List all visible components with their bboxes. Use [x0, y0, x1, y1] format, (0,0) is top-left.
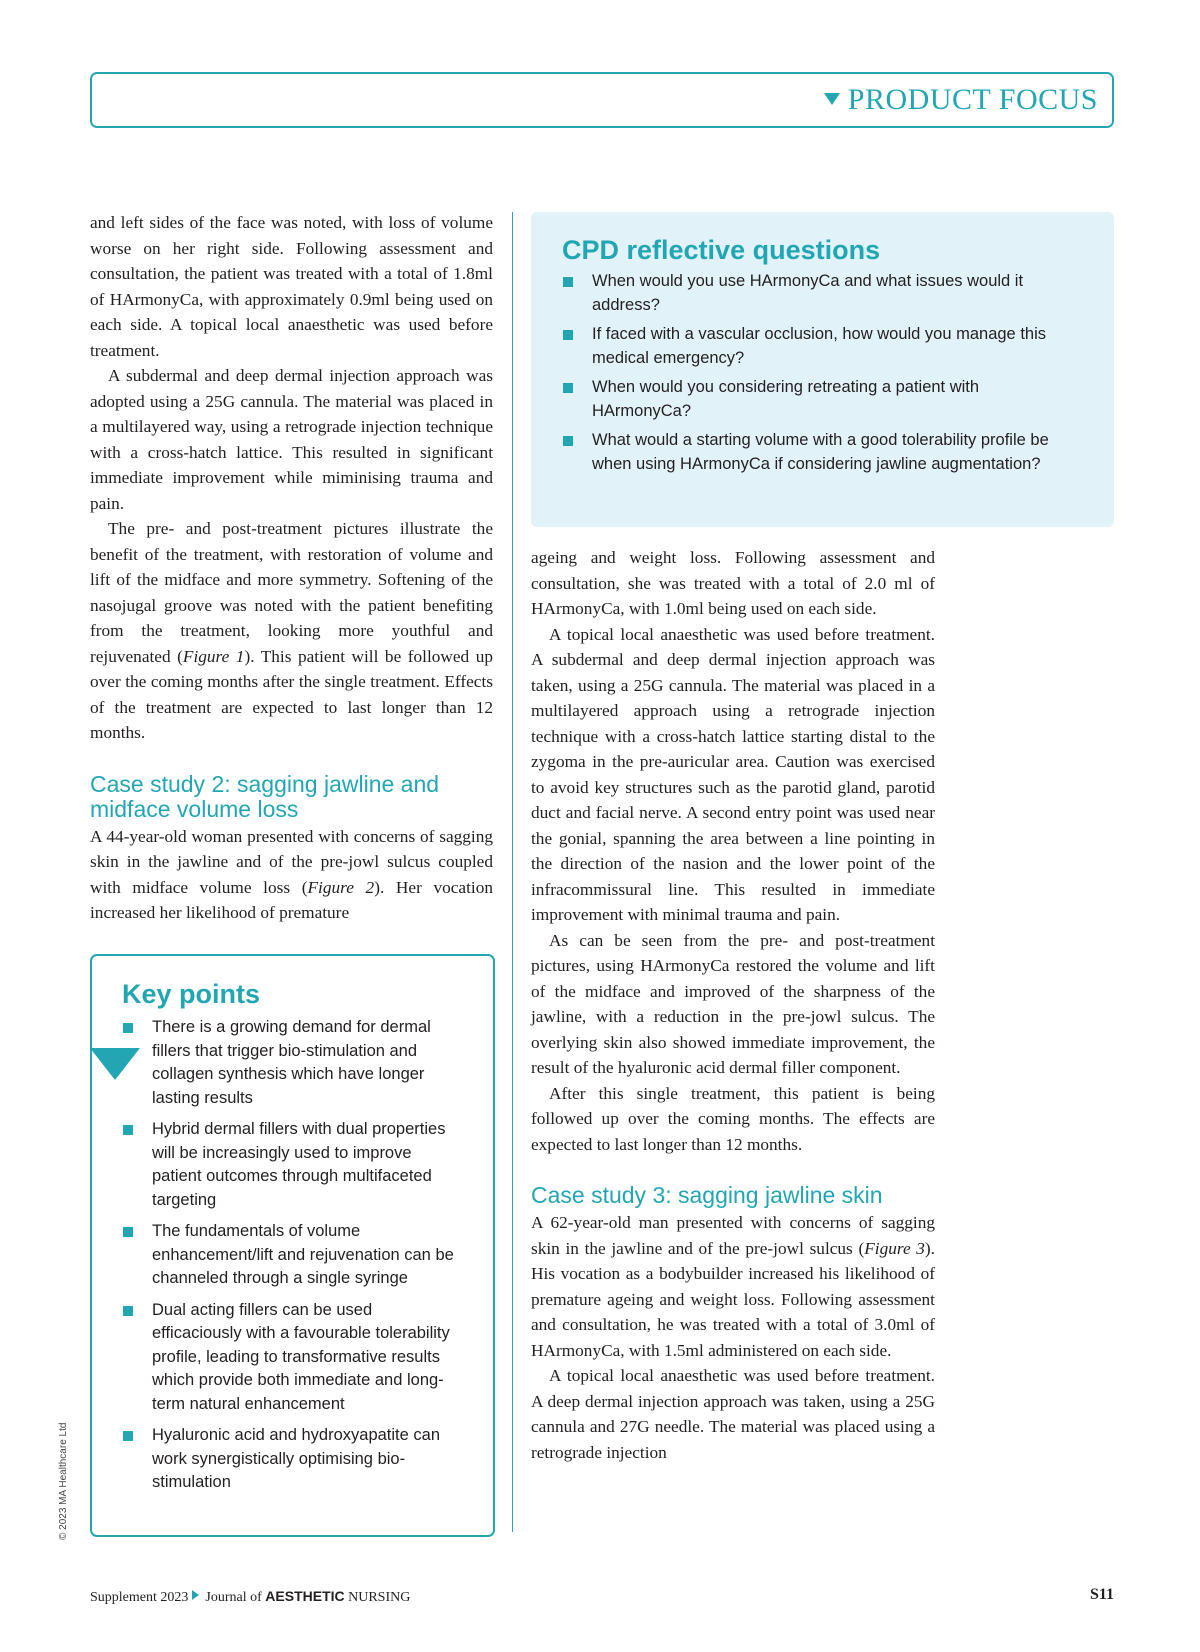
list-item-text: There is a growing demand for dermal fillers that trigger bio-stimulation and collagen synthesis which have longer lasting results [152, 1018, 431, 1107]
square-bullet-icon [563, 330, 573, 340]
square-bullet-icon [123, 1306, 133, 1316]
text-span: ). This patient will be followed up over the coming months after the single treatment. Effects of the treatment are expected to last longer than 12 months. [90, 646, 493, 742]
copyright-notice: © 2023 MA Healthcare Ltd [58, 1422, 69, 1540]
column-divider [512, 212, 513, 1532]
list-item-text: Dual acting fillers can be used efficaciously with a favourable tolerability profile, leading to transformative results which provide both immediate and long-term natural enhancement [152, 1300, 450, 1413]
list-item-text: Hybrid dermal fillers with dual properties will be increasingly used to improve patient outcomes through multifaceted targeting [152, 1120, 446, 1209]
footer-journal-nursing: NURSING [348, 1590, 411, 1605]
square-bullet-icon [123, 1023, 133, 1033]
left-column [90, 210, 493, 926]
key-points-box [90, 954, 495, 1537]
key-points-list [122, 1016, 463, 1495]
text-span: A 44-year-old woman presented with concerns of sagging skin in the jawline and of the pre-jowl sulcus coupled with midface volume loss ( [90, 826, 493, 897]
figure-reference: Figure 2 [307, 877, 375, 897]
list-item [122, 1118, 463, 1212]
figure-reference: Figure 3 [864, 1238, 925, 1258]
case-study-3-paragraph-2: A topical local anaesthetic was used before treatment. A deep dermal injection approach was taken, using a 25G cannula and 27G needle. The material was placed using a retrograde injection [531, 1366, 935, 1462]
case-study-2-paragraph [90, 824, 493, 926]
triangle-down-icon [824, 93, 840, 105]
text-span: A 62-year-old man presented with concerns of sagging skin in the jawline and of the pre-jowl sulcus ( [531, 1213, 935, 1258]
section-title [824, 83, 1098, 117]
list-item-text: If faced with a vascular occlusion, how would you manage this medical emergency? [592, 325, 1046, 367]
square-bullet-icon [563, 383, 573, 393]
footer [90, 1588, 410, 1606]
page-number: S11 [1089, 1586, 1114, 1603]
right-paragraph-2: A topical local anaesthetic was used before treatment. A subdermal and deep dermal injection approach was taken, using a 25G cannula. The material was placed in a multilayered approach using a retrograde injection technique with a cross-hatch lattice starting distal to the zygoma in the pre-auricular area. Caution was exercised to avoid key structures such as the parotid gland, parotid duct and facial nerve. A second entry point was used near the gonial, spanning the area between a line pointing in the direction of the nasion and the lower point of the infracommissural line. This resulted in immediate improvement with minimal trauma and pain. [531, 624, 935, 924]
square-bullet-icon [563, 277, 573, 287]
list-item [562, 270, 1074, 317]
square-bullet-icon [123, 1125, 133, 1135]
left-paragraph-1: and left sides of the face was noted, with loss of volume worse on her right side. Following assessment and consultation, the patient was treated with a total of 1.8ml of HArmonyCa, with approximately 0.9ml being used on each side. A topical local anaesthetic was used before treatment. [90, 213, 493, 360]
triangle-right-icon [192, 1590, 199, 1600]
text-span: ). Her vocation increased her likelihood of premature [90, 877, 493, 922]
header-box [90, 72, 1114, 128]
square-bullet-icon [563, 436, 573, 446]
text-span: ). His vocation as a bodybuilder increased his likelihood of premature ageing and weight loss. Following assessment and consultation, he was treated with a total of 3.0ml of HArmonyCa, with 1.5ml administered on each side. [531, 1238, 935, 1360]
list-item [122, 1220, 463, 1291]
right-paragraph-4: After this single treatment, this patient is being followed up over the coming months. The effects are expected to last longer than 12 months. [531, 1083, 935, 1154]
right-paragraph-3: As can be seen from the pre- and post-treatment pictures, using HArmonyCa restored the volume and lift of the midface and improved of the sharpness of the jawline, with a reduction in the pre-jowl sulcus. The overlying skin also showed immediate improvement, the result of the hyaluronic acid dermal filler component. [531, 930, 935, 1077]
list-item [122, 1424, 463, 1495]
list-item-text: When would you considering retreating a patient with HArmonyCa? [592, 378, 980, 420]
cpd-box-title: CPD reflective questions [562, 235, 881, 265]
footer-journal-of: Journal of [205, 1590, 262, 1605]
key-points-title: Key points [122, 979, 261, 1009]
list-item [562, 429, 1074, 476]
figure-reference: Figure 1 [182, 646, 245, 666]
section-title-text: PRODUCT FOCUS [847, 83, 1098, 116]
text-span: The pre- and post-treatment pictures illustrate the benefit of the treatment, with restoration of volume and lift of the midface and more symmetry. Softening of the nasojugal groove was noted with the patient benefiting from the treatment, looking more youthful and rejuvenated ( [90, 519, 493, 666]
footer-journal-aesthetic: AESTHETIC [265, 1588, 345, 1604]
case-study-3-paragraph-1 [531, 1210, 935, 1363]
list-item-text: When would you use HArmonyCa and what issues would it address? [592, 272, 1024, 314]
list-item-text: The fundamentals of volume enhancement/lift and rejuvenation can be channeled through a single syringe [152, 1222, 454, 1287]
square-bullet-icon [123, 1227, 133, 1237]
right-paragraph-1: ageing and weight loss. Following assessment and consultation, she was treated with a total of 2.0 ml of HArmonyCa, with 1.0ml being used on each side. [531, 548, 935, 618]
cpd-question-list [562, 270, 1074, 476]
left-paragraph-3 [90, 516, 493, 746]
list-item-text: What would a starting volume with a good tolerability profile be when using HArmonyCa if considering jawline augmentation? [592, 431, 1049, 473]
footer-supplement: Supplement 2023 [90, 1590, 189, 1605]
list-item [122, 1299, 463, 1417]
cpd-questions-box [531, 212, 1114, 527]
list-item [122, 1016, 463, 1110]
list-item-text: Hyaluronic acid and hydroxyapatite can work synergistically optimising bio-stimulation [152, 1426, 441, 1491]
list-item [562, 376, 1074, 423]
case-study-2-heading: Case study 2: sagging jawline and midface volume loss [90, 770, 440, 822]
right-column [531, 545, 935, 1465]
case-study-3-heading: Case study 3: sagging jawline skin [531, 1182, 883, 1208]
list-item [562, 323, 1074, 370]
square-bullet-icon [123, 1431, 133, 1441]
left-paragraph-2: A subdermal and deep dermal injection approach was adopted using a 25G cannula. The material was placed in a multilayered way, using a retrograde injection technique with a cross-hatch lattice. This resulted in significant immediate improvement while miminising trauma and pain. [90, 366, 493, 513]
